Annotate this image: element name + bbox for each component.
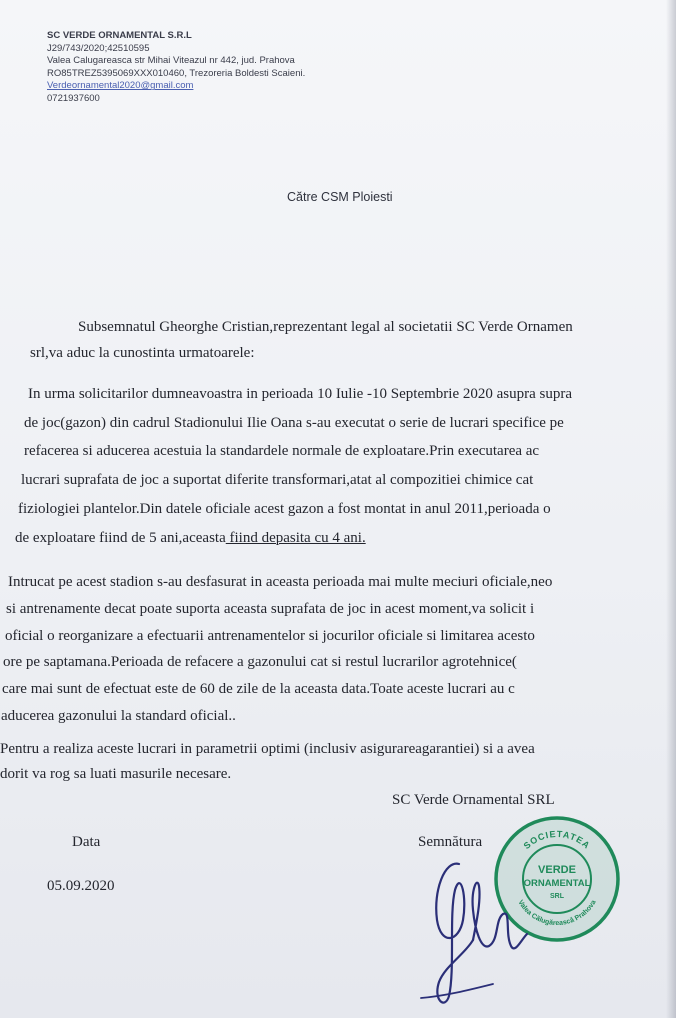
- date-value: 05.09.2020: [47, 878, 115, 894]
- paragraph-1-line: fiziologiei plantelor.Din datele oficiale acest gazon a fost montat in anul 2011,perioada o: [18, 501, 551, 517]
- paragraph-2-line: care mai sunt de efectuat este de 60 de zile de la aceasta data.Toate aceste lucrari au c: [2, 681, 515, 697]
- stamp-top-text: SOCIETATEA: [521, 828, 593, 852]
- paragraph-2-line: aducerea gazonului la standard oficial..: [1, 708, 236, 724]
- intro-line: Subsemnatul Gheorghe Cristian,reprezentant legal al societatii SC Verde Ornamen: [78, 319, 573, 335]
- sender-header: [47, 30, 305, 106]
- sender-address: Valea Calugareasca str Mihai Viteazul nr 442, jud. Prahova: [47, 55, 295, 67]
- sender-phone: 0721937600: [47, 92, 100, 104]
- stamp-line-verde: VERDE: [538, 864, 576, 876]
- underlined-phrase: fiind depasita cu 4 ani.: [225, 530, 366, 546]
- paragraph-1-line: lucrari suprafata de joc a suportat diferite transformari,atat al compozitiei chimice cat: [21, 472, 534, 488]
- paragraph-1-line: de joc(gazon) din cadrul Stadionului Ilie Oana s-au executat o serie de lucrari specifice pe: [24, 415, 564, 431]
- paragraph-2-line: ore pe saptamana.Perioada de refacere a gazonului cat si restul lucrarilor agrotehnice(: [3, 654, 517, 670]
- stamp-bottom-text: Valea Călugărească Prahova: [516, 899, 598, 928]
- paragraph-1-last-prefix: de exploatare fiind de 5 ani,aceasta: [15, 530, 226, 546]
- stamp-line-ornamental: ORNAMENTAL: [523, 878, 591, 889]
- sender-registration: J29/743/2020;42510595: [47, 42, 150, 54]
- paragraph-1-line: In urma solicitarilor dumneavoastra in perioada 10 Iulie -10 Septembrie 2020 asupra supra: [28, 386, 572, 402]
- signature-label: Semnătura: [418, 834, 483, 850]
- sender-email-link[interactable]: Verdeornamental2020@gmail.com: [47, 80, 194, 92]
- recipient-line: Către CSM Ploiesti: [287, 190, 393, 204]
- closing-company-name: SC Verde Ornamental SRL: [392, 792, 555, 808]
- paragraph-2-line: Intrucat pe acest stadion s-au desfasurat in aceasta perioada mai multe meciuri oficiale,neo: [8, 574, 553, 590]
- intro-line: srl,va aduc la cunostinta urmatoarele:: [30, 345, 255, 361]
- paragraph-3-line: dorit va rog sa luati masurile necesare.: [0, 766, 232, 782]
- paragraph-2-line: oficial o reorganizare a efectuarii antrenamentelor si jocurilor oficiale si limitarea acesto: [5, 628, 535, 644]
- sender-company-name: SC VERDE ORNAMENTAL S.R.L: [47, 30, 192, 41]
- page-edge-shadow: [666, 0, 676, 1018]
- paragraph-2-line: si antrenamente decat poate suporta aceasta suprafata de joc in acest moment,va solicit i: [6, 601, 535, 617]
- handwritten-signature-icon: [415, 850, 535, 1010]
- paragraph-1-last-line: [15, 530, 366, 547]
- paragraph-3-line: Pentru a realiza aceste lucrari in parametrii optimi (inclusiv asigurareagarantiei) si a avea: [0, 741, 535, 757]
- sender-bank-account: RO85TREZ5395069XXX010460, Trezoreria Boldesti Scaieni.: [47, 67, 306, 79]
- paragraph-1-line: refacerea si aducerea acestuia la standardele normale de exploatare.Prin executarea ac: [24, 443, 540, 459]
- date-label: Data: [72, 834, 101, 850]
- stamp-line-srl: SRL: [550, 893, 564, 900]
